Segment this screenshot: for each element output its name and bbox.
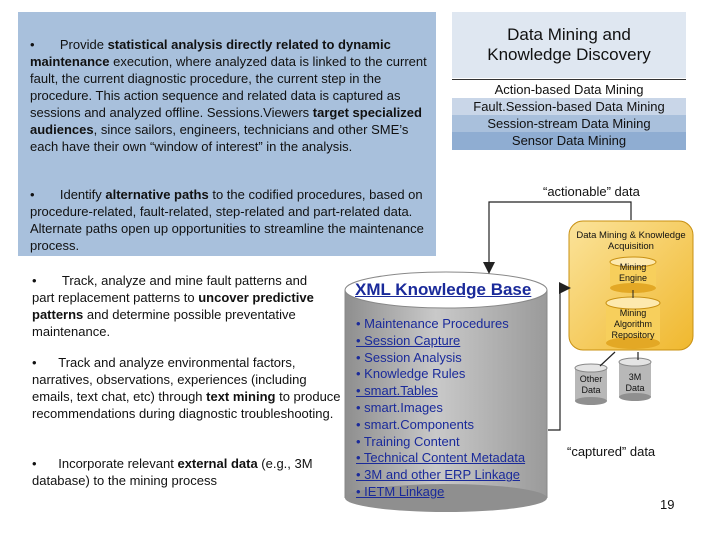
- mining-type-1: Action-based Data Mining: [452, 81, 686, 99]
- bullet-1: • Provide statistical analysis directly related to dynamic maintenance execution, where analyzed data is linked to the current fault, the current diagnostic procedure, the current step in the procedure. This action sequence and related data is captured as sessions and analyzed offline. Sessions.Viewers target specialized audiences, since sailors, engineers, technicians and other SME’s each have their own “window of interest” in the analysis.: [30, 37, 427, 154]
- xml-item[interactable]: • Session Capture: [356, 332, 461, 348]
- bullet-4: • Track and analyze environmental factors, narratives, observations, experiences (including emails, text chat, etc) through text mining to produce recommendations during diagnostic troubleshooting.: [32, 355, 341, 421]
- xml-item: • smart.Components: [356, 416, 474, 432]
- bullet-2: • Identify alternative paths to the codified procedures, based on procedure-related, fault-related, step-related and part-related data. Alternate paths open up opportunities to streamline the maintenance process.: [30, 187, 424, 253]
- acq-to-other-data-line: [600, 352, 615, 366]
- xml-item[interactable]: • 3M and other ERP Linkage: [356, 467, 521, 483]
- acquisition-title: Data Mining & Knowledge Acquisition: [576, 230, 686, 252]
- xml-item: • Training Content: [356, 433, 460, 449]
- xml-item: • smart.Images: [356, 399, 443, 415]
- xml-item: • Session Analysis: [356, 349, 462, 365]
- mining-repository-label: Mining Algorithm Repository: [611, 308, 655, 340]
- xml-kb-title: XML Knowledge Base: [355, 280, 532, 299]
- xml-item[interactable]: • smart.Tables: [356, 383, 438, 399]
- other-data-label: Other Data: [579, 374, 603, 395]
- captured-arrow: [548, 288, 565, 430]
- 3m-data-label: 3M Data: [625, 372, 645, 393]
- xml-item: • Knowledge Rules: [356, 366, 466, 382]
- mining-type-2: Fault.Session-based Data Mining: [452, 98, 686, 116]
- xml-item[interactable]: • Technical Content Metadata: [356, 450, 526, 466]
- xml-kb-items: [356, 316, 525, 501]
- page-number: 19: [660, 497, 675, 512]
- mining-type-3: Session-stream Data Mining: [452, 115, 686, 133]
- mining-type-4: Sensor Data Mining: [452, 132, 686, 150]
- xml-item: • Maintenance Procedures: [356, 316, 509, 331]
- title-line-1: Data Mining and: [507, 25, 631, 44]
- title-line-2: Knowledge Discovery: [487, 45, 651, 64]
- bullet-3: • Track, analyze and mine fault patterns and part replacement patterns to uncover predictive patterns and determine possible preventative maintenance.: [32, 273, 314, 339]
- mining-engine-label: Mining Engine: [618, 262, 648, 283]
- xml-item[interactable]: • IETM Linkage: [356, 483, 445, 499]
- actionable-data-label: “actionable” data: [543, 184, 640, 199]
- captured-data-label: “captured” data: [567, 444, 656, 459]
- bullet-5: • Incorporate relevant external data (e.g., 3M database) to the mining process: [32, 456, 313, 488]
